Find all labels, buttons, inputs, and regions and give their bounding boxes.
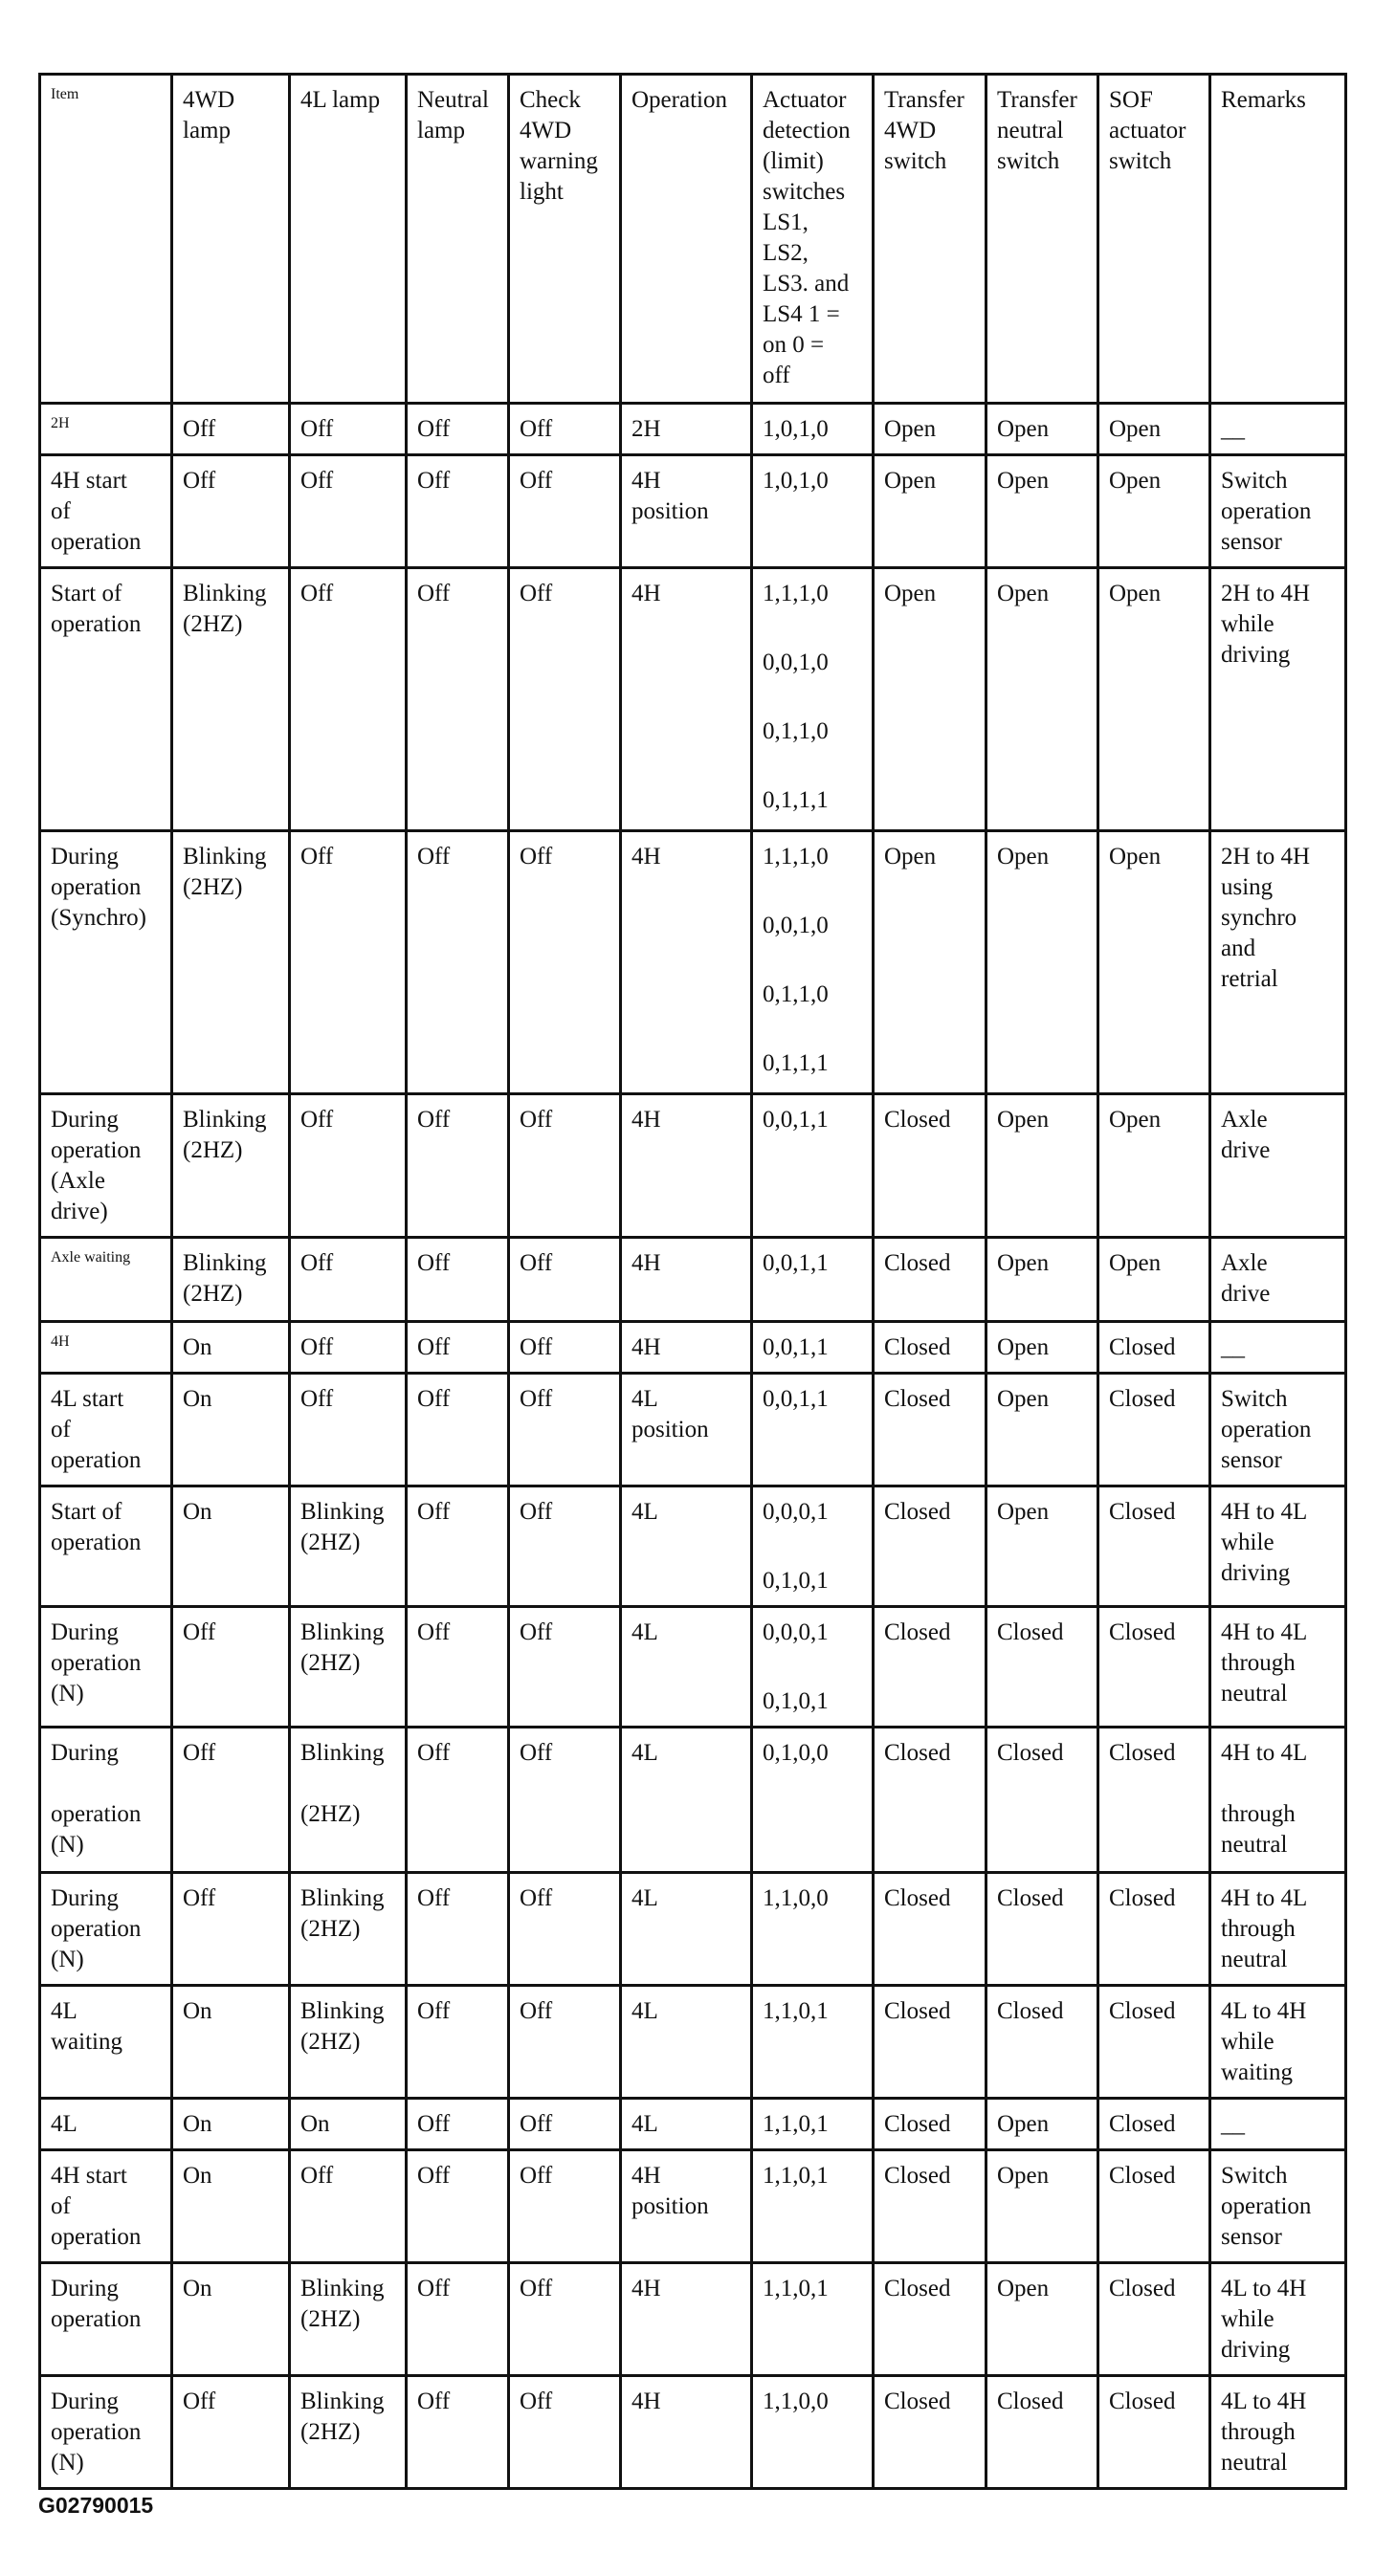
switch-state-value: 0,1,0,0 — [763, 1740, 829, 1766]
header-row — [40, 75, 1346, 404]
switch-state-value: 0,1,0,1 — [763, 1688, 829, 1714]
cell-transfer-4wd-switch: Closed — [874, 1986, 986, 2099]
cell-check-4wd-warning-light: Off — [509, 568, 621, 831]
switch-state-value: 1,0,1,0 — [763, 468, 829, 494]
cell-transfer-neutral-switch: Open — [986, 404, 1098, 455]
table-body — [40, 404, 1346, 2489]
column-header-4wd-lamp: 4WD lamp — [172, 75, 290, 404]
cell-actuator-switches — [752, 1607, 874, 1728]
cell-4l-lamp: Off — [290, 1322, 407, 1374]
cell-4wd-lamp: Off — [172, 1607, 290, 1728]
column-header-4l-lamp: 4L lamp — [290, 75, 407, 404]
cell-4wd-lamp: On — [172, 2150, 290, 2263]
cell-4wd-lamp: On — [172, 1374, 290, 1486]
cell-neutral-lamp: Off — [407, 1094, 509, 1238]
cell-4wd-lamp: On — [172, 1986, 290, 2099]
cell-actuator-switches — [752, 1986, 874, 2099]
cell-sof-actuator-switch: Open — [1098, 831, 1210, 1094]
cell-operation: 4L — [621, 1873, 752, 1986]
cell-4l-lamp: Off — [290, 1094, 407, 1238]
cell-sof-actuator-switch: Open — [1098, 1238, 1210, 1322]
cell-transfer-neutral-switch: Open — [986, 2150, 1098, 2263]
cell-actuator-switches — [752, 2150, 874, 2263]
switch-state-value: 0,0,0,1 — [763, 1499, 829, 1525]
cell-operation: 4H — [621, 2376, 752, 2489]
cell-item: 4L waiting — [40, 1986, 172, 2099]
cell-actuator-switches — [752, 831, 874, 1094]
cell-sof-actuator-switch: Closed — [1098, 2099, 1210, 2150]
cell-4wd-lamp: Off — [172, 404, 290, 455]
cell-sof-actuator-switch: Closed — [1098, 2263, 1210, 2376]
cell-neutral-lamp: Off — [407, 1728, 509, 1873]
column-header-transfer-4wd-switch: Transfer 4WD switch — [874, 75, 986, 404]
column-header-remarks: Remarks — [1210, 75, 1346, 404]
cell-4l-lamp: Off — [290, 404, 407, 455]
cell-transfer-4wd-switch: Closed — [874, 1374, 986, 1486]
cell-neutral-lamp: Off — [407, 1486, 509, 1607]
cell-actuator-switches — [752, 2263, 874, 2376]
cell-item: Start of operation — [40, 1486, 172, 1607]
cell-sof-actuator-switch: Open — [1098, 404, 1210, 455]
cell-item: 4H — [40, 1322, 172, 1374]
cell-transfer-4wd-switch: Closed — [874, 2376, 986, 2489]
switch-state-value: 0,1,1,0 — [763, 981, 829, 1007]
cell-check-4wd-warning-light: Off — [509, 1728, 621, 1873]
cell-transfer-neutral-switch: Open — [986, 1486, 1098, 1607]
cell-item: During operation (Synchro) — [40, 831, 172, 1094]
table-row — [40, 831, 1346, 1094]
cell-neutral-lamp: Off — [407, 1374, 509, 1486]
table-row — [40, 1986, 1346, 2099]
figure-id: G02790015 — [38, 2493, 154, 2518]
cell-remarks: 2H to 4H using synchro and retrial — [1210, 831, 1346, 1094]
cell-transfer-neutral-switch: Closed — [986, 1607, 1098, 1728]
cell-actuator-switches — [752, 1322, 874, 1374]
cell-check-4wd-warning-light: Off — [509, 2150, 621, 2263]
cell-sof-actuator-switch: Open — [1098, 455, 1210, 568]
cell-sof-actuator-switch: Closed — [1098, 2376, 1210, 2489]
cell-actuator-switches — [752, 1094, 874, 1238]
switch-state-value: 1,1,1,0 — [763, 581, 829, 606]
cell-4l-lamp: Blinking (2HZ) — [290, 1873, 407, 1986]
cell-transfer-neutral-switch: Open — [986, 1374, 1098, 1486]
cell-neutral-lamp: Off — [407, 831, 509, 1094]
cell-4wd-lamp: On — [172, 1486, 290, 1607]
cell-neutral-lamp: Off — [407, 455, 509, 568]
column-header-operation: Operation — [621, 75, 752, 404]
table-row — [40, 1728, 1346, 1873]
cell-operation: 4L — [621, 1607, 752, 1728]
cell-check-4wd-warning-light: Off — [509, 1607, 621, 1728]
column-header-transfer-neutral-switch: Transfer neutral switch — [986, 75, 1098, 404]
cell-check-4wd-warning-light: Off — [509, 1873, 621, 1986]
cell-item: During operation (N) — [40, 1728, 172, 1873]
table-row — [40, 1322, 1346, 1374]
switch-state-value: 1,1,0,1 — [763, 1998, 829, 2024]
cell-4l-lamp: Off — [290, 568, 407, 831]
cell-transfer-4wd-switch: Closed — [874, 1873, 986, 1986]
cell-actuator-switches — [752, 1728, 874, 1873]
column-header-item: Item — [40, 75, 172, 404]
cell-transfer-neutral-switch: Closed — [986, 1728, 1098, 1873]
cell-transfer-neutral-switch: Open — [986, 568, 1098, 831]
cell-neutral-lamp: Off — [407, 568, 509, 831]
cell-sof-actuator-switch: Closed — [1098, 1728, 1210, 1873]
cell-neutral-lamp: Off — [407, 1238, 509, 1322]
table-row — [40, 1374, 1346, 1486]
cell-4wd-lamp: On — [172, 2263, 290, 2376]
cell-remarks: 4H to 4L through neutral — [1210, 1873, 1346, 1986]
table-row — [40, 1094, 1346, 1238]
switch-state-value: 0,1,1,0 — [763, 718, 829, 744]
cell-sof-actuator-switch: Closed — [1098, 2150, 1210, 2263]
cell-4wd-lamp: Off — [172, 1728, 290, 1873]
cell-actuator-switches — [752, 2376, 874, 2489]
cell-4wd-lamp: On — [172, 1322, 290, 1374]
column-header-neutral-lamp: Neutral lamp — [407, 75, 509, 404]
cell-remarks: Switch operation sensor — [1210, 1374, 1346, 1486]
cell-remarks: 4L to 4H while driving — [1210, 2263, 1346, 2376]
cell-actuator-switches — [752, 2099, 874, 2150]
cell-remarks: Switch operation sensor — [1210, 2150, 1346, 2263]
cell-item: 4H start of operation — [40, 455, 172, 568]
table-row — [40, 404, 1346, 455]
cell-actuator-switches — [752, 1374, 874, 1486]
cell-operation: 4L — [621, 2099, 752, 2150]
cell-operation: 4L — [621, 1986, 752, 2099]
cell-remarks: Axle drive — [1210, 1094, 1346, 1238]
table-row — [40, 455, 1346, 568]
switch-state-value: 0,0,1,1 — [763, 1107, 829, 1133]
transfer-operation-table — [38, 73, 1347, 2490]
switch-state-value: 0,1,1,1 — [763, 1050, 829, 1076]
cell-actuator-switches — [752, 455, 874, 568]
switch-state-value: 0,1,1,1 — [763, 787, 829, 813]
cell-operation: 4H — [621, 1094, 752, 1238]
cell-sof-actuator-switch: Closed — [1098, 1486, 1210, 1607]
cell-transfer-neutral-switch: Closed — [986, 1986, 1098, 2099]
cell-remarks: 4L to 4H through neutral — [1210, 2376, 1346, 2489]
cell-check-4wd-warning-light: Off — [509, 2263, 621, 2376]
cell-item: During operation (Axle drive) — [40, 1094, 172, 1238]
cell-actuator-switches — [752, 1486, 874, 1607]
cell-transfer-4wd-switch: Open — [874, 568, 986, 831]
switch-state-value: 1,1,0,1 — [763, 2276, 829, 2301]
table-row — [40, 1873, 1346, 1986]
cell-transfer-4wd-switch: Closed — [874, 1728, 986, 1873]
cell-4wd-lamp: Off — [172, 2376, 290, 2489]
cell-item: 4L start of operation — [40, 1374, 172, 1486]
cell-item: 4L — [40, 2099, 172, 2150]
cell-transfer-4wd-switch: Closed — [874, 2099, 986, 2150]
cell-remarks: __ — [1210, 2099, 1346, 2150]
cell-transfer-neutral-switch: Closed — [986, 1873, 1098, 1986]
column-header-sof-actuator-switch: SOF actuator switch — [1098, 75, 1210, 404]
cell-actuator-switches — [752, 1238, 874, 1322]
cell-transfer-4wd-switch: Closed — [874, 2150, 986, 2263]
cell-remarks: 4H to 4L while driving — [1210, 1486, 1346, 1607]
switch-state-value: 1,1,0,1 — [763, 2163, 829, 2189]
cell-check-4wd-warning-light: Off — [509, 1374, 621, 1486]
switch-state-value: 1,1,0,1 — [763, 2111, 829, 2137]
cell-transfer-neutral-switch: Open — [986, 1322, 1098, 1374]
cell-sof-actuator-switch: Closed — [1098, 1322, 1210, 1374]
cell-4l-lamp: On — [290, 2099, 407, 2150]
cell-check-4wd-warning-light: Off — [509, 2376, 621, 2489]
cell-operation: 4L — [621, 1728, 752, 1873]
cell-item: 2H — [40, 404, 172, 455]
cell-transfer-neutral-switch: Open — [986, 455, 1098, 568]
cell-4wd-lamp: Blinking (2HZ) — [172, 831, 290, 1094]
cell-4l-lamp: Off — [290, 455, 407, 568]
cell-neutral-lamp: Off — [407, 2376, 509, 2489]
cell-item: During operation (N) — [40, 1607, 172, 1728]
cell-transfer-4wd-switch: Open — [874, 831, 986, 1094]
cell-4wd-lamp: Blinking (2HZ) — [172, 1094, 290, 1238]
cell-4l-lamp: Blinking (2HZ) — [290, 2376, 407, 2489]
cell-neutral-lamp: Off — [407, 1322, 509, 1374]
cell-transfer-neutral-switch: Closed — [986, 2376, 1098, 2489]
column-header-actuator-detection-switches: Actuator detection (limit) switches LS1, LS2, LS3. and LS4 1 = on 0 = off — [752, 75, 874, 404]
cell-operation: 4H — [621, 2263, 752, 2376]
cell-transfer-4wd-switch: Closed — [874, 1094, 986, 1238]
cell-remarks: 4L to 4H while waiting — [1210, 1986, 1346, 2099]
switch-state-value: 1,1,0,0 — [763, 2389, 829, 2414]
switch-state-value: 1,0,1,0 — [763, 416, 829, 442]
cell-4l-lamp: Off — [290, 1374, 407, 1486]
cell-actuator-switches — [752, 568, 874, 831]
cell-transfer-4wd-switch: Closed — [874, 1238, 986, 1322]
table-row — [40, 2099, 1346, 2150]
cell-4l-lamp: Blinking (2HZ) — [290, 1986, 407, 2099]
cell-neutral-lamp: Off — [407, 1873, 509, 1986]
switch-state-value: 0,0,1,0 — [763, 650, 829, 675]
cell-check-4wd-warning-light: Off — [509, 2099, 621, 2150]
cell-transfer-4wd-switch: Closed — [874, 1322, 986, 1374]
cell-remarks: __ — [1210, 1322, 1346, 1374]
cell-4l-lamp: Off — [290, 831, 407, 1094]
cell-item: During operation (N) — [40, 2376, 172, 2489]
cell-check-4wd-warning-light: Off — [509, 1986, 621, 2099]
cell-actuator-switches — [752, 404, 874, 455]
cell-remarks: Switch operation sensor — [1210, 455, 1346, 568]
cell-neutral-lamp: Off — [407, 404, 509, 455]
cell-transfer-neutral-switch: Open — [986, 2263, 1098, 2376]
cell-remarks: Axle drive — [1210, 1238, 1346, 1322]
cell-operation: 4H position — [621, 455, 752, 568]
cell-4l-lamp: Off — [290, 2150, 407, 2263]
cell-operation: 2H — [621, 404, 752, 455]
cell-sof-actuator-switch: Closed — [1098, 1873, 1210, 1986]
cell-4l-lamp: Off — [290, 1238, 407, 1322]
cell-actuator-switches — [752, 1873, 874, 1986]
switch-state-value: 1,1,0,0 — [763, 1885, 829, 1911]
cell-item: 4H start of operation — [40, 2150, 172, 2263]
cell-sof-actuator-switch: Open — [1098, 1094, 1210, 1238]
table-row — [40, 1607, 1346, 1728]
cell-check-4wd-warning-light: Off — [509, 1094, 621, 1238]
switch-state-value: 0,0,1,1 — [763, 1334, 829, 1360]
table-row — [40, 1486, 1346, 1607]
cell-4l-lamp: Blinking (2HZ) — [290, 2263, 407, 2376]
cell-4l-lamp: Blinking (2HZ) — [290, 1728, 407, 1873]
cell-4wd-lamp: Blinking (2HZ) — [172, 568, 290, 831]
cell-4l-lamp: Blinking (2HZ) — [290, 1486, 407, 1607]
cell-operation: 4H — [621, 1238, 752, 1322]
cell-check-4wd-warning-light: Off — [509, 455, 621, 568]
cell-transfer-neutral-switch: Open — [986, 1238, 1098, 1322]
cell-operation: 4L position — [621, 1374, 752, 1486]
cell-transfer-4wd-switch: Open — [874, 404, 986, 455]
cell-4wd-lamp: Blinking (2HZ) — [172, 1238, 290, 1322]
cell-transfer-4wd-switch: Closed — [874, 2263, 986, 2376]
cell-check-4wd-warning-light: Off — [509, 831, 621, 1094]
switch-state-value: 0,0,1,1 — [763, 1386, 829, 1412]
cell-check-4wd-warning-light: Off — [509, 1322, 621, 1374]
cell-operation: 4H — [621, 1322, 752, 1374]
switch-state-value: 0,0,1,1 — [763, 1250, 829, 1276]
table-row — [40, 2263, 1346, 2376]
cell-operation: 4L — [621, 1486, 752, 1607]
switch-state-value: 1,1,1,0 — [763, 844, 829, 870]
cell-4wd-lamp: Off — [172, 455, 290, 568]
table-row — [40, 1238, 1346, 1322]
cell-transfer-4wd-switch: Closed — [874, 1486, 986, 1607]
cell-transfer-neutral-switch: Open — [986, 831, 1098, 1094]
cell-transfer-neutral-switch: Open — [986, 1094, 1098, 1238]
cell-sof-actuator-switch: Closed — [1098, 1374, 1210, 1486]
cell-transfer-4wd-switch: Open — [874, 455, 986, 568]
cell-sof-actuator-switch: Closed — [1098, 1986, 1210, 2099]
cell-transfer-4wd-switch: Closed — [874, 1607, 986, 1728]
cell-transfer-neutral-switch: Open — [986, 2099, 1098, 2150]
table-row — [40, 2376, 1346, 2489]
cell-neutral-lamp: Off — [407, 2150, 509, 2263]
switch-state-value: 0,0,1,0 — [763, 913, 829, 938]
cell-neutral-lamp: Off — [407, 1986, 509, 2099]
cell-item: During operation (N) — [40, 1873, 172, 1986]
cell-item: Start of operation — [40, 568, 172, 831]
cell-neutral-lamp: Off — [407, 1607, 509, 1728]
cell-remarks: 4H to 4L through neutral — [1210, 1728, 1346, 1873]
cell-remarks: 2H to 4H while driving — [1210, 568, 1346, 831]
cell-check-4wd-warning-light: Off — [509, 1238, 621, 1322]
cell-item: Axle waiting — [40, 1238, 172, 1322]
switch-state-value: 0,0,0,1 — [763, 1619, 829, 1645]
cell-4l-lamp: Blinking (2HZ) — [290, 1607, 407, 1728]
cell-operation: 4H — [621, 568, 752, 831]
table-row — [40, 2150, 1346, 2263]
cell-neutral-lamp: Off — [407, 2263, 509, 2376]
cell-neutral-lamp: Off — [407, 2099, 509, 2150]
cell-item: During operation — [40, 2263, 172, 2376]
cell-check-4wd-warning-light: Off — [509, 404, 621, 455]
cell-4wd-lamp: Off — [172, 1873, 290, 1986]
cell-sof-actuator-switch: Closed — [1098, 1607, 1210, 1728]
table-row — [40, 568, 1346, 831]
cell-remarks: __ — [1210, 404, 1346, 455]
cell-operation: 4H — [621, 831, 752, 1094]
cell-remarks: 4H to 4L through neutral — [1210, 1607, 1346, 1728]
cell-check-4wd-warning-light: Off — [509, 1486, 621, 1607]
column-header-check-4wd-warning-light: Check 4WD warning light — [509, 75, 621, 404]
cell-sof-actuator-switch: Open — [1098, 568, 1210, 831]
switch-state-value: 0,1,0,1 — [763, 1568, 829, 1594]
cell-operation: 4H position — [621, 2150, 752, 2263]
cell-4wd-lamp: On — [172, 2099, 290, 2150]
